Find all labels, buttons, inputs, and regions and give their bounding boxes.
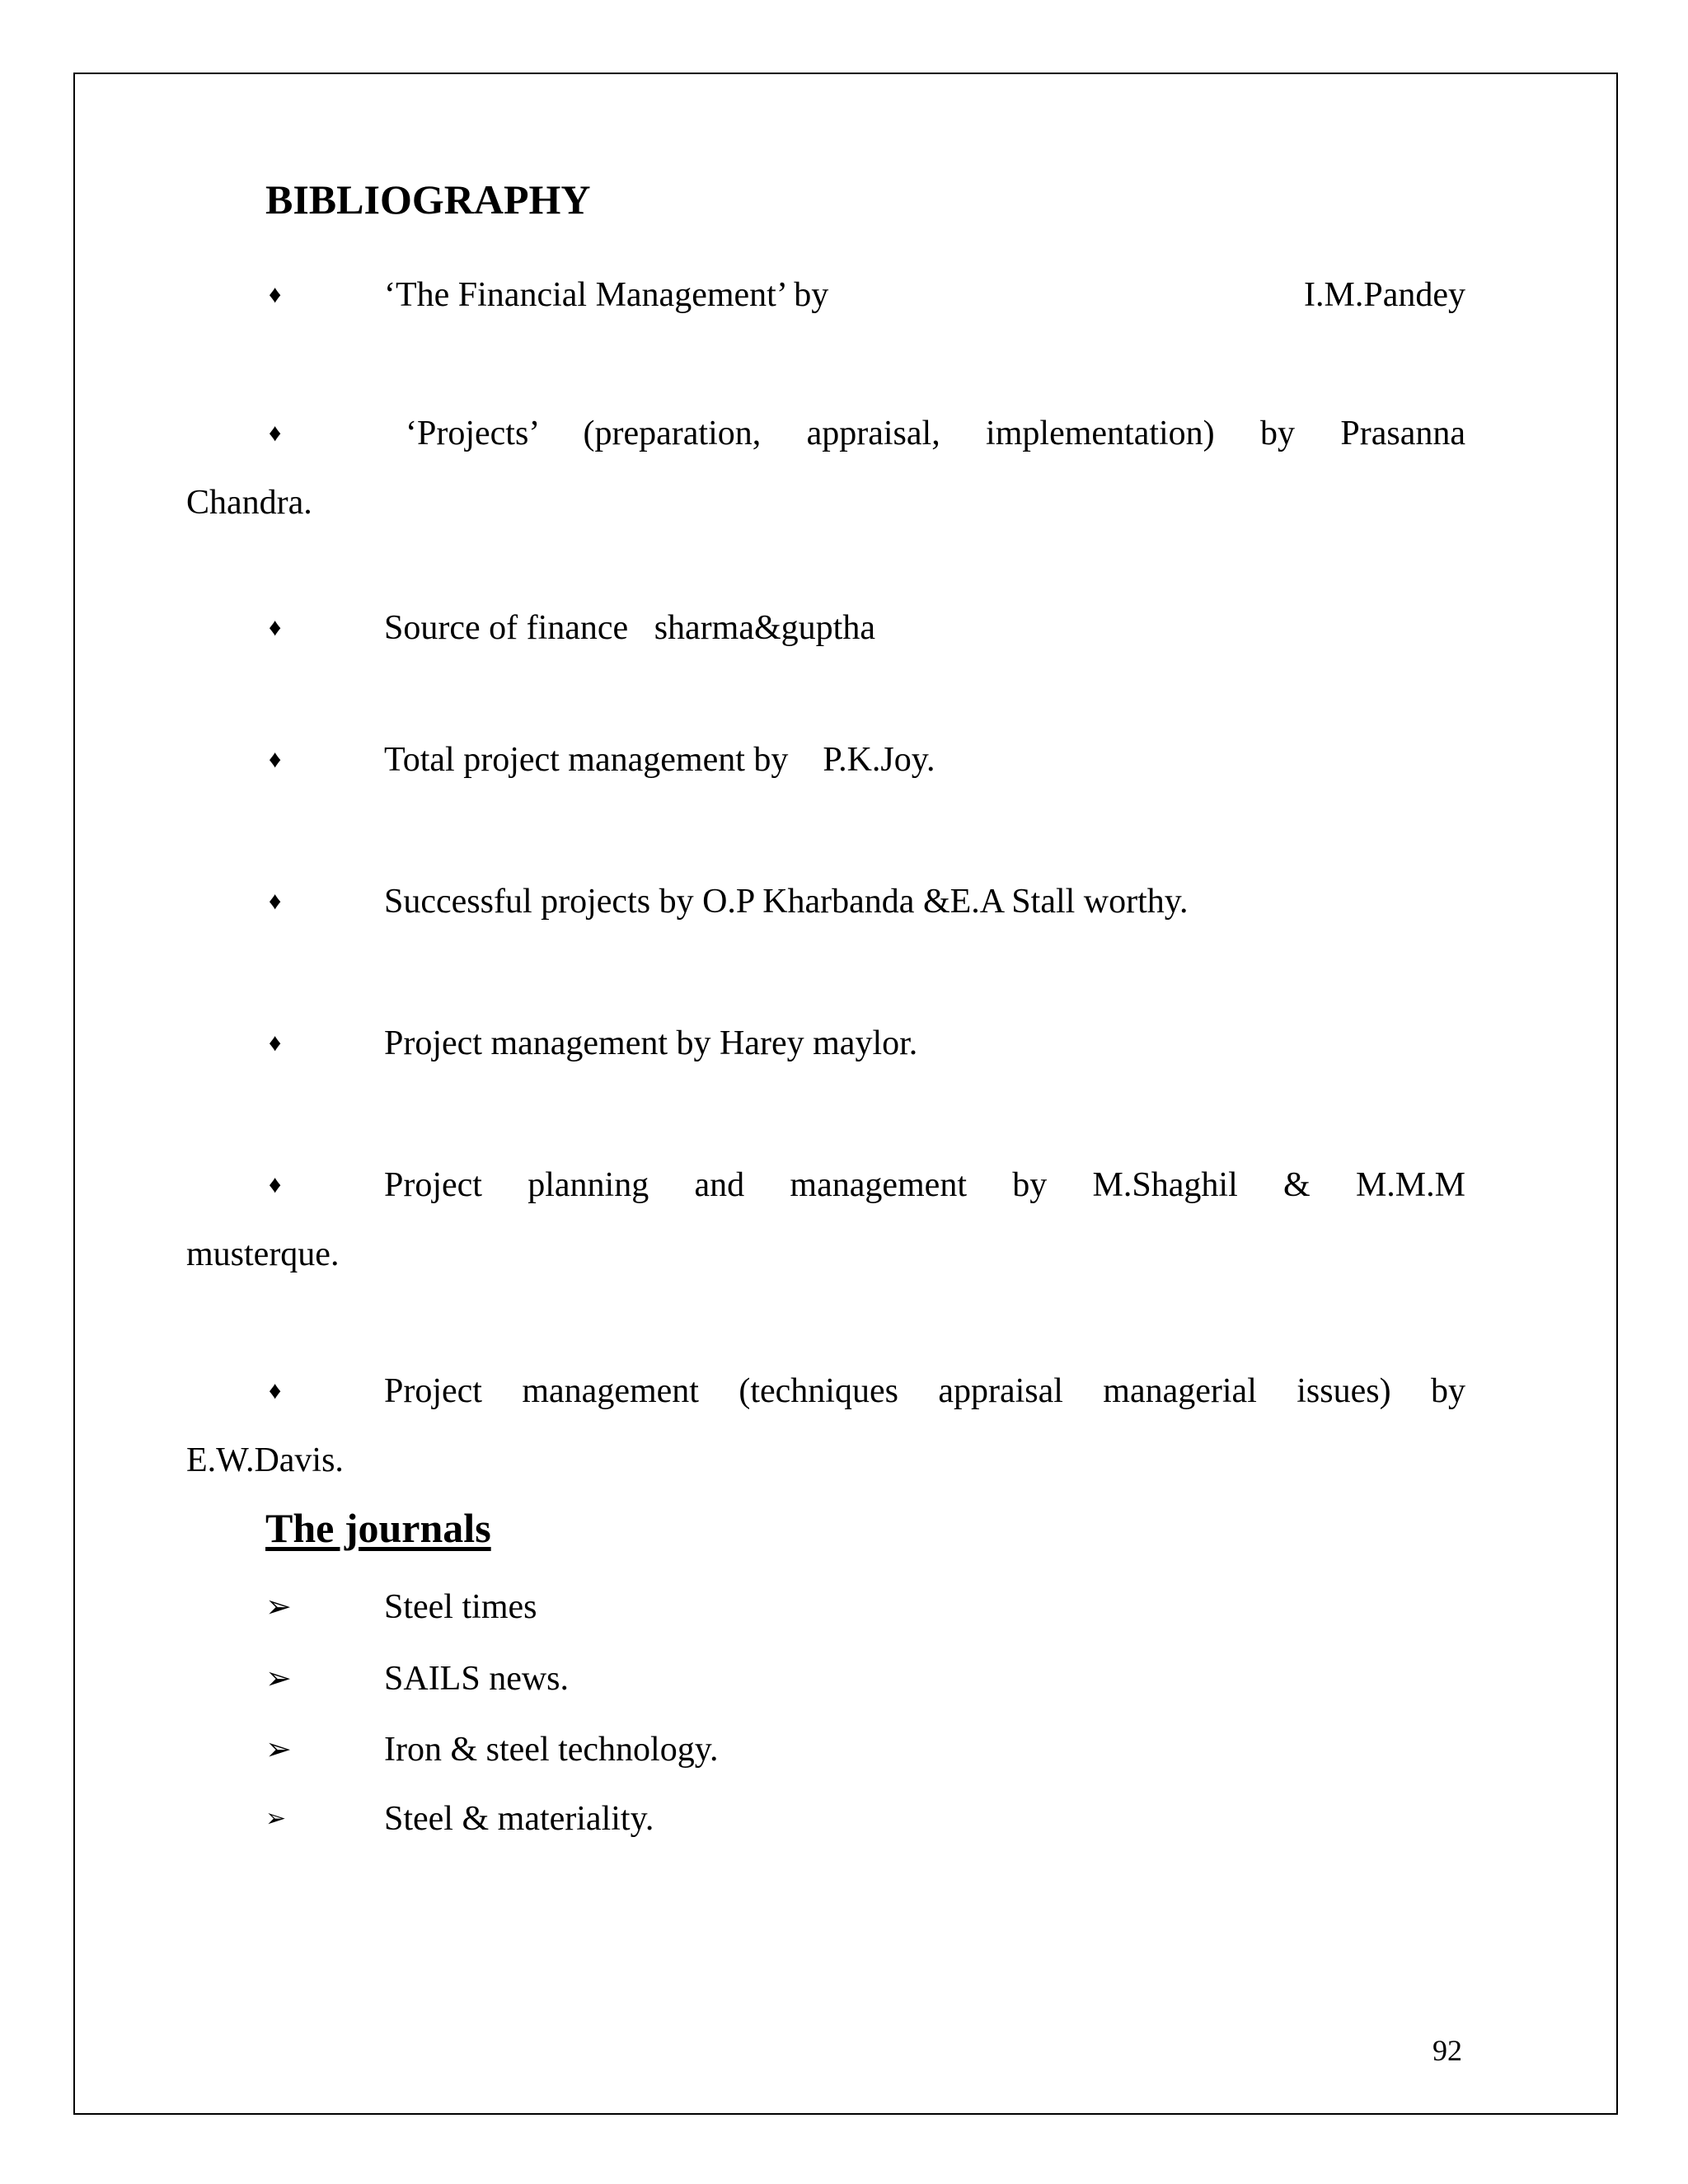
journal-title: Iron & steel technology. [384, 1731, 719, 1769]
bibliography-entry [186, 1151, 1465, 1289]
diamond-bullet-icon: ♦ [269, 888, 282, 915]
arrow-bullet-icon: ➢ [265, 1661, 292, 1696]
entry-text-line1: ‘Projects’ (preparation, appraisal, implementation) by Prasanna [406, 415, 1465, 452]
entry-text: Source of finance sharma&guptha [384, 609, 875, 647]
entry-text-line2: Chandra. [186, 484, 312, 522]
bibliography-entry [186, 725, 1465, 794]
diamond-bullet-icon: ♦ [269, 1171, 282, 1198]
bibliography-heading: BIBLIOGRAPHY [265, 176, 591, 223]
bibliography-entry [186, 1357, 1465, 1495]
journals-heading: The journals [265, 1505, 491, 1551]
arrow-bullet-icon: ➢ [265, 1805, 287, 1832]
entry-text-line2: E.W.Davis. [186, 1441, 344, 1479]
diamond-bullet-icon: ♦ [269, 281, 282, 308]
journal-title: Steel times [384, 1588, 537, 1626]
bibliography-entry [186, 593, 1465, 663]
diamond-bullet-icon: ♦ [269, 1377, 282, 1404]
entry-text-line1: Project planning and management by M.Shaghil & M.M.M [384, 1166, 1465, 1204]
diamond-bullet-icon: ♦ [269, 1029, 282, 1057]
journal-title: SAILS news. [384, 1660, 570, 1698]
bibliography-entry [186, 399, 1465, 537]
entry-author: I.M.Pandey [1304, 276, 1465, 314]
entry-text-line1: Project management (techniques appraisal managerial issues) by [384, 1372, 1465, 1410]
bibliography-entry [186, 260, 1465, 330]
diamond-bullet-icon: ♦ [269, 614, 282, 641]
entry-text: Project management by Harey maylor. [384, 1024, 918, 1062]
journal-title: Steel & materiality. [384, 1800, 654, 1838]
entry-text-line2: musterque. [186, 1235, 340, 1273]
arrow-bullet-icon: ➢ [265, 1732, 292, 1767]
bibliography-entry [186, 1009, 1465, 1078]
entry-title: ‘The Financial Management’ by [384, 276, 829, 314]
diamond-bullet-icon: ♦ [269, 746, 282, 773]
arrow-bullet-icon: ➢ [265, 1590, 292, 1624]
bibliography-entry [186, 867, 1465, 936]
entry-text: Successful projects by O.P Kharbanda &E.A Stall worthy. [384, 883, 1189, 921]
page-number: 92 [1432, 2034, 1462, 2067]
diamond-bullet-icon: ♦ [269, 419, 282, 447]
entry-text: Total project management by P.K.Joy. [384, 741, 935, 779]
page-border [73, 73, 1618, 2115]
